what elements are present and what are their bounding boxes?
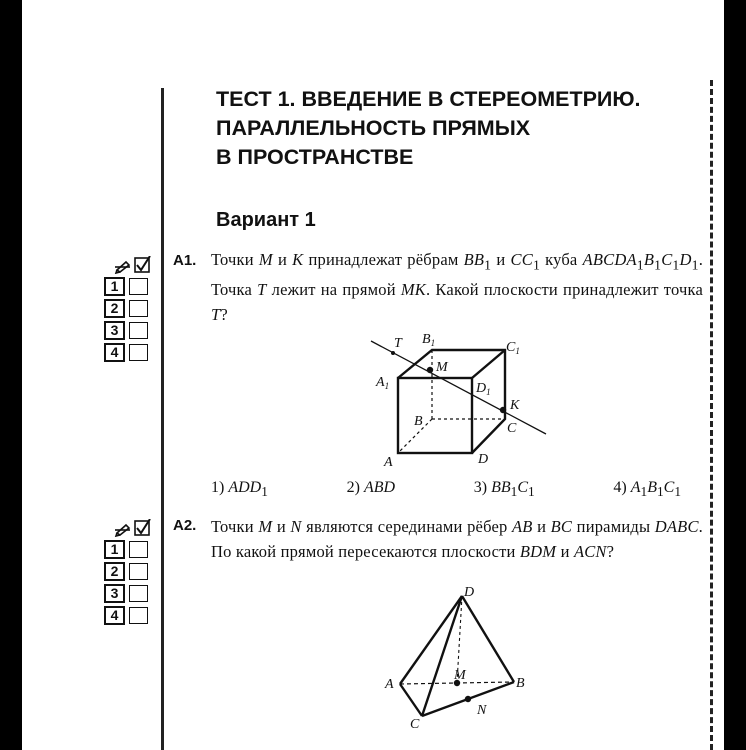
mark-row — [104, 518, 152, 538]
edge-da — [400, 596, 462, 684]
title-line-2: ПАРАЛЛЕЛЬНОСТЬ ПРЯМЫХ — [216, 116, 531, 140]
answer-option-3[interactable]: 3 — [104, 319, 152, 341]
question-1-options — [211, 479, 681, 500]
point-k — [500, 407, 506, 413]
point-m — [427, 367, 433, 373]
pencil-check-icon — [114, 519, 152, 537]
label-b: B — [516, 676, 525, 691]
answer-checkbox[interactable] — [129, 541, 148, 558]
label-a: A — [384, 455, 393, 470]
edge-dc — [422, 596, 462, 716]
right-black-border — [724, 0, 746, 750]
point-t — [391, 351, 395, 355]
answer-option-4[interactable]: 4 — [104, 604, 152, 626]
option-4: 4) $A_1B_1C_1$ — [613, 479, 681, 500]
pencil-check-icon — [114, 256, 152, 274]
answer-checkbox[interactable] — [129, 344, 148, 361]
label-c: C — [507, 421, 517, 436]
label-b: B — [414, 414, 423, 429]
question-2-text: Точки M и N являются серединами рёбер AB и BC пирамиды DABC. По какой прямой пересекаются плоскости BDM и ACN? — [211, 517, 703, 561]
label-d: D — [478, 452, 489, 467]
answer-checkbox[interactable] — [129, 322, 148, 339]
edge-ac — [400, 684, 422, 716]
cube-figure — [360, 322, 560, 472]
label-d1: $D_1$ — [476, 381, 491, 397]
variant-heading: Вариант 1 — [216, 209, 316, 231]
option-1: 1) $ADD_1$ — [211, 479, 268, 500]
cut-line — [710, 80, 713, 750]
option-3: 3) $BB_1C_1$ — [473, 479, 535, 500]
title-line-3: В ПРОСТРАНСТВЕ — [216, 145, 414, 169]
answer-option-2[interactable]: 2 — [104, 560, 152, 582]
answer-checkbox[interactable] — [129, 563, 148, 580]
question-2-label: А2. — [173, 517, 197, 534]
answer-checkbox[interactable] — [129, 300, 148, 317]
question-1-label: А1. — [173, 252, 197, 269]
answer-option-3[interactable]: 3 — [104, 582, 152, 604]
label-n: N — [477, 703, 487, 718]
label-t: T — [394, 336, 402, 351]
mark-row — [104, 255, 152, 275]
label-m: M — [436, 360, 448, 375]
label-c1: $C_1$ — [506, 340, 520, 356]
answer-option-2[interactable]: 2 — [104, 297, 152, 319]
answer-checkbox[interactable] — [129, 278, 148, 295]
answer-option-1[interactable]: 1 — [104, 275, 152, 297]
title-line-1: ТЕСТ 1. ВВЕДЕНИЕ В СТЕРЕОМЕТРИЮ. — [216, 87, 641, 111]
label-b1: $B_1$ — [422, 332, 436, 348]
label-k: K — [510, 398, 520, 413]
answer-checkbox[interactable] — [129, 585, 148, 602]
label-c: C — [410, 717, 420, 732]
label-a1: $A_1$ — [376, 375, 390, 391]
answer-option-1[interactable]: 1 — [104, 538, 152, 560]
pyramid-figure — [380, 582, 540, 732]
option-2: 2) ABD — [346, 479, 396, 496]
answer-option-4[interactable]: 4 — [104, 341, 152, 363]
margin-line — [161, 88, 164, 750]
label-d: D — [464, 585, 475, 600]
question-1-text: Точки M и K принадлежат рёбрам $BB_1$ и $CC_1$ куба $ABCDA_1B_1C_1D_1$. Точка T лежит на прямой MK. Какой плоскости принадлежит точка T? — [211, 250, 704, 325]
point-n — [465, 696, 471, 702]
answer-boxes-q1 — [104, 255, 152, 363]
answer-checkbox[interactable] — [129, 607, 148, 624]
answer-boxes-q2 — [104, 518, 152, 626]
edge-db — [462, 596, 514, 682]
test-title — [216, 85, 696, 172]
label-m: M — [454, 668, 466, 683]
left-black-border — [0, 0, 22, 750]
label-a: A — [385, 677, 394, 692]
